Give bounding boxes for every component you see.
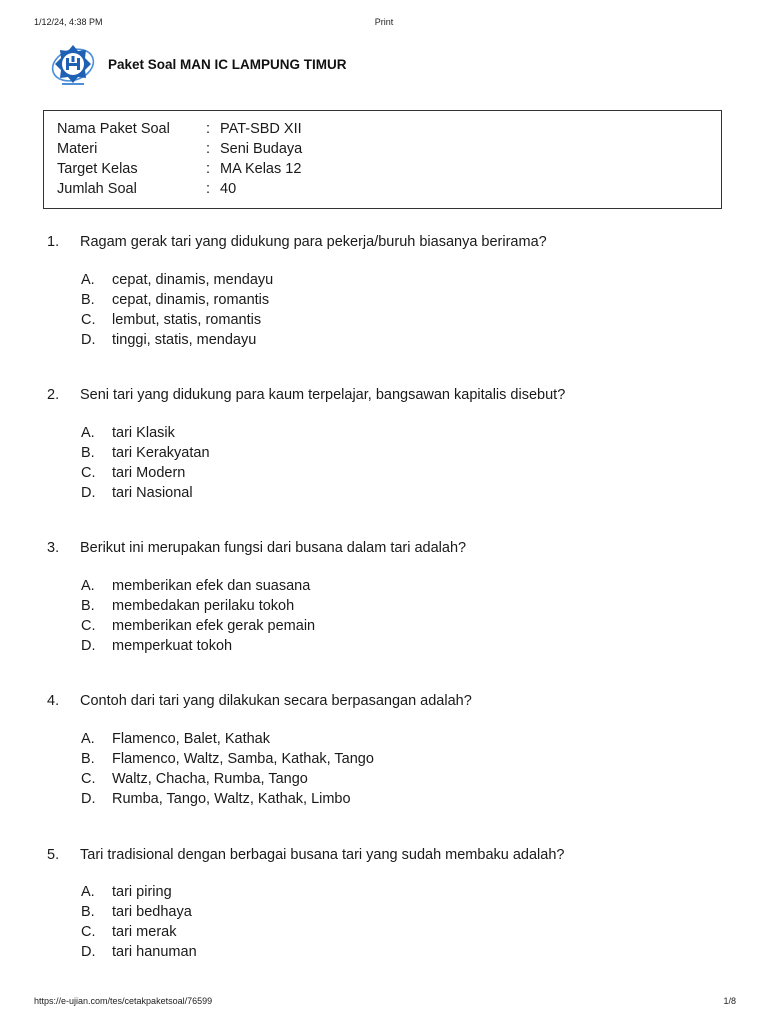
option-text: Flamenco, Balet, Kathak bbox=[112, 731, 270, 747]
option-letter: D. bbox=[81, 638, 96, 654]
option-letter: A. bbox=[81, 578, 95, 594]
option-text: lembut, statis, romantis bbox=[112, 312, 262, 328]
option-text: cepat, dinamis, romantis bbox=[112, 292, 270, 308]
option-letter: B. bbox=[81, 598, 95, 614]
info-label: Target Kelas bbox=[57, 161, 138, 177]
option-text: tinggi, statis, mendayu bbox=[112, 332, 257, 348]
info-colon: : bbox=[206, 161, 211, 177]
madrasah-logo-icon bbox=[50, 42, 96, 88]
option-letter: D. bbox=[81, 791, 96, 807]
option-letter: B. bbox=[81, 292, 95, 308]
question-number: 3. bbox=[47, 540, 60, 556]
option-letter: B. bbox=[81, 445, 95, 461]
info-colon: : bbox=[206, 181, 211, 197]
option-text: Rumba, Tango, Waltz, Kathak, Limbo bbox=[112, 791, 351, 807]
option-letter: B. bbox=[81, 751, 95, 767]
option-letter: B. bbox=[81, 904, 95, 920]
option-text: tari merak bbox=[112, 924, 177, 940]
option-text: tari Kerakyatan bbox=[112, 445, 210, 461]
option-text: tari Modern bbox=[112, 465, 186, 481]
print-datetime: 1/12/24, 4:38 PM bbox=[34, 17, 103, 27]
option-text: Waltz, Chacha, Rumba, Tango bbox=[112, 771, 308, 787]
print-url: https://e-ujian.com/tes/cetakpaketsoal/76599 bbox=[34, 996, 213, 1006]
option-letter: A. bbox=[81, 272, 95, 288]
option-text: memperkuat tokoh bbox=[112, 638, 233, 654]
info-colon: : bbox=[206, 141, 211, 157]
question-text: Berikut ini merupakan fungsi dari busana dalam tari adalah? bbox=[80, 540, 467, 556]
question-text: Ragam gerak tari yang didukung para pekerja/buruh biasanya berirama? bbox=[80, 234, 547, 250]
option-letter: C. bbox=[81, 618, 96, 634]
option-letter: D. bbox=[81, 944, 96, 960]
print-header bbox=[0, 17, 768, 29]
info-label: Nama Paket Soal bbox=[57, 121, 170, 137]
option-letter: A. bbox=[81, 731, 95, 747]
question-number: 4. bbox=[47, 693, 60, 709]
option-letter: D. bbox=[81, 485, 96, 501]
question-text: Tari tradisional dengan berbagai busana tari yang sudah membaku adalah? bbox=[80, 847, 565, 863]
page-number: 1/8 bbox=[723, 996, 736, 1006]
option-text: memberikan efek gerak pemain bbox=[112, 618, 316, 634]
option-text: Flamenco, Waltz, Samba, Kathak, Tango bbox=[112, 751, 374, 767]
print-title: Print bbox=[374, 17, 394, 27]
option-text: tari piring bbox=[112, 884, 172, 900]
question-number: 5. bbox=[47, 847, 60, 863]
info-value: MA Kelas 12 bbox=[220, 161, 302, 177]
question-text: Contoh dari tari yang dilakukan secara berpasangan adalah? bbox=[80, 693, 472, 709]
question-text: Seni tari yang didukung para kaum terpelajar, bangsawan kapitalis disebut? bbox=[80, 387, 566, 403]
document-title: Paket Soal MAN IC LAMPUNG TIMUR bbox=[108, 57, 347, 72]
info-value: 40 bbox=[220, 181, 237, 197]
info-value: Seni Budaya bbox=[220, 141, 303, 157]
info-colon: : bbox=[206, 121, 211, 137]
option-text: tari hanuman bbox=[112, 944, 197, 960]
option-letter: A. bbox=[81, 884, 95, 900]
package-info-box bbox=[43, 110, 722, 209]
option-letter: C. bbox=[81, 771, 96, 787]
option-letter: C. bbox=[81, 312, 96, 328]
info-label: Materi bbox=[57, 141, 98, 157]
option-letter: A. bbox=[81, 425, 95, 441]
option-letter: D. bbox=[81, 332, 96, 348]
option-text: tari bedhaya bbox=[112, 904, 192, 920]
question-number: 1. bbox=[47, 234, 60, 250]
question-number: 2. bbox=[47, 387, 60, 403]
print-footer bbox=[0, 996, 768, 1008]
option-text: memberikan efek dan suasana bbox=[112, 578, 311, 594]
info-value: PAT-SBD XII bbox=[220, 121, 302, 137]
option-text: cepat, dinamis, mendayu bbox=[112, 272, 274, 288]
document-header bbox=[48, 40, 728, 90]
info-label: Jumlah Soal bbox=[57, 181, 137, 197]
option-text: tari Klasik bbox=[112, 425, 175, 441]
option-text: tari Nasional bbox=[112, 485, 193, 501]
option-text: membedakan perilaku tokoh bbox=[112, 598, 295, 614]
option-letter: C. bbox=[81, 924, 96, 940]
option-letter: C. bbox=[81, 465, 96, 481]
